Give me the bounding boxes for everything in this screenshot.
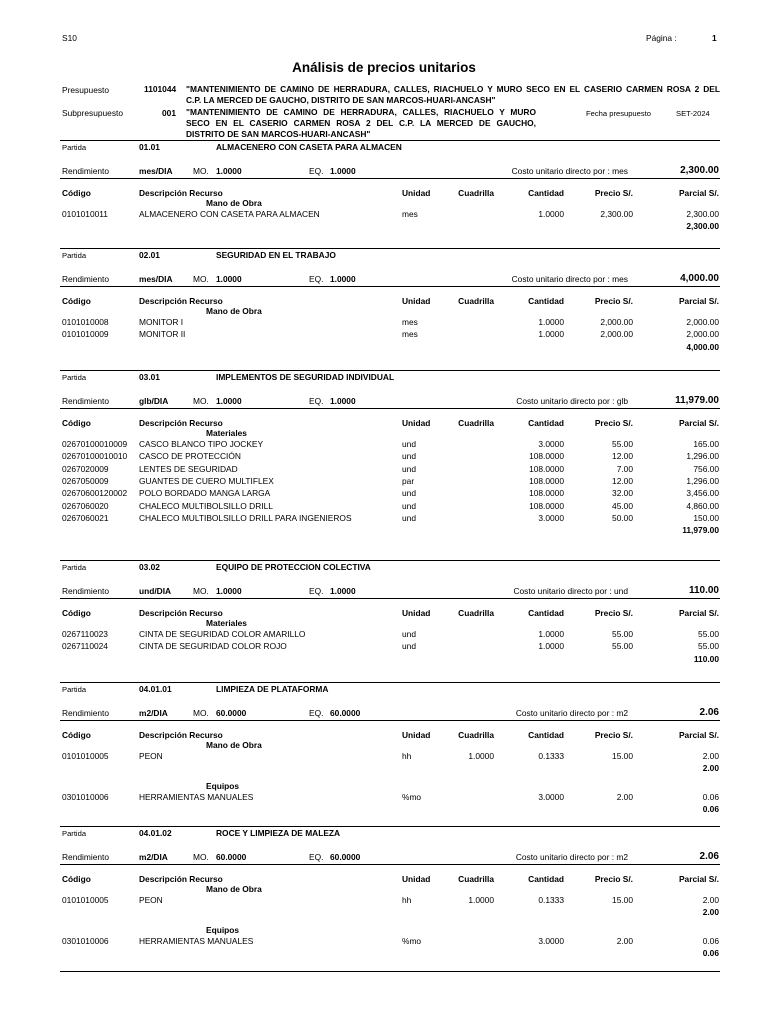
resource-cantidad: 1.0000: [538, 209, 564, 219]
mo-value: 1.0000: [216, 586, 242, 596]
subpresupuesto-label: Subpresupuesto: [62, 108, 123, 118]
resource-unit: hh: [402, 895, 412, 905]
col-codigo: Código: [62, 874, 91, 884]
resource-description: MONITOR I: [139, 317, 184, 327]
partida-label: Partida: [62, 563, 87, 572]
eq-label: EQ.: [309, 396, 324, 406]
resource-code: 0101010005: [62, 751, 109, 761]
mo-label: MO.: [193, 166, 209, 176]
costo-unitario-value: 2.06: [699, 707, 719, 718]
resource-cuadrilla: 1.0000: [468, 751, 494, 761]
resource-group-title: Mano de Obra: [206, 306, 262, 316]
resource-parcial: 55.00: [698, 641, 719, 652]
mo-label: MO.: [193, 708, 209, 718]
col-parcial: Parcial S/.: [678, 296, 719, 306]
partida-code: 03.02: [139, 562, 160, 572]
resource-cantidad: 3.0000: [538, 935, 564, 946]
col-parcial: Parcial S/.: [678, 188, 719, 198]
resource-precio: 32.00: [612, 488, 633, 499]
resource-cantidad: 108.0000: [529, 475, 564, 486]
mo-label: MO.: [193, 396, 209, 406]
resource-cantidad: 108.0000: [529, 488, 564, 499]
resource-unit: par: [402, 475, 415, 486]
section-top-rule: [60, 140, 720, 141]
mo-label: MO.: [193, 274, 209, 284]
resource-precio: 7.00: [616, 463, 633, 474]
col-cuadrilla: Cuadrilla: [458, 730, 494, 740]
partida-name: IMPLEMENTOS DE SEGURIDAD INDIVIDUAL: [216, 372, 395, 382]
subpresupuesto-line-2: SECO EN EL CASERIO CARMEN ROSA 2 DEL C.P. LA MERCED DE GAUCHO,: [186, 118, 536, 129]
rendimiento-label: Rendimiento: [62, 396, 110, 406]
resource-parcial: 2,000.00: [686, 329, 719, 340]
col-cantidad: Cantidad: [528, 874, 564, 884]
col-precio: Precio S/.: [594, 608, 633, 618]
col-descripcion: Descripción Recurso: [139, 874, 223, 884]
resource-code: 0267050009: [62, 475, 109, 486]
group-subtotal: 0.06: [702, 803, 719, 814]
col-parcial: Parcial S/.: [678, 874, 719, 884]
resource-parcial: 0.06: [702, 791, 719, 802]
page-title: Análisis de precios unitarios: [292, 60, 476, 75]
rendimiento-unit: m2/DIA: [139, 852, 168, 862]
resource-group-title: Materiales: [206, 428, 247, 438]
resource-parcial: 0.06: [702, 935, 719, 946]
resource-parcial: 2,000.00: [686, 317, 719, 327]
resource-description: CASCO BLANCO TIPO JOCKEY: [139, 439, 264, 449]
costo-unitario-label: Costo unitario directo por : und: [513, 586, 628, 596]
resource-precio: 55.00: [612, 641, 633, 652]
resource-unit: und: [402, 451, 416, 462]
resource-description: HERRAMIENTAS MANUALES: [139, 935, 254, 946]
resource-precio: 2.00: [616, 791, 633, 802]
rendimiento-rule: [60, 720, 720, 721]
resource-cantidad: 1.0000: [538, 317, 564, 327]
resource-precio: 55.00: [612, 439, 633, 449]
group-subtotal: 110.00: [693, 653, 719, 664]
col-descripcion: Descripción Recurso: [139, 730, 223, 740]
resource-unit: und: [402, 629, 416, 639]
partida-name: LIMPIEZA DE PLATAFORMA: [216, 684, 329, 694]
section-top-rule: [60, 826, 720, 827]
eq-value: 1.0000: [330, 396, 356, 406]
resource-cantidad: 0.1333: [538, 895, 564, 905]
eq-label: EQ.: [309, 852, 324, 862]
resource-precio: 2,000.00: [600, 317, 633, 327]
section-top-rule: [60, 248, 720, 249]
col-cuadrilla: Cuadrilla: [458, 874, 494, 884]
resource-cantidad: 1.0000: [538, 329, 564, 340]
rendimiento-unit: und/DIA: [139, 586, 172, 596]
resource-parcial: 1,296.00: [686, 451, 719, 462]
resource-code: 02670600120002: [62, 488, 128, 499]
costo-unitario-value: 2,300.00: [680, 165, 719, 176]
col-precio: Precio S/.: [594, 874, 633, 884]
col-unidad: Unidad: [402, 188, 431, 198]
resource-code: 0267110023: [62, 629, 108, 639]
col-cantidad: Cantidad: [528, 608, 564, 618]
presupuesto-line-2: C.P. LA MERCED DE GAUCHO, DISTRITO DE SAN MARCOS-HUARI-ANCASH": [186, 95, 496, 106]
resource-description: CHALECO MULTIBOLSILLO DRILL: [139, 500, 273, 511]
resource-precio: 15.00: [612, 895, 633, 905]
resource-group-title: Equipos: [206, 924, 240, 935]
col-cuadrilla: Cuadrilla: [458, 296, 494, 306]
eq-value: 60.0000: [330, 852, 361, 862]
resource-precio: 12.00: [612, 451, 633, 462]
costo-unitario-label: Costo unitario directo por : m2: [515, 852, 628, 862]
partida-code: 02.01: [139, 250, 160, 260]
page-label: Página :: [646, 33, 677, 43]
presupuesto-code: 1101044: [144, 84, 177, 94]
resource-description: CASCO DE PROTECCIÓN: [139, 451, 241, 462]
costo-unitario-value: 11,979.00: [675, 395, 719, 406]
resource-code: 0267060020: [62, 500, 109, 511]
resource-unit: %mo: [402, 791, 422, 802]
resource-code: 0267110024: [62, 641, 108, 652]
resource-description: HERRAMIENTAS MANUALES: [139, 791, 254, 802]
resource-cantidad: 108.0000: [529, 500, 564, 511]
rendimiento-unit: mes/DIA: [139, 274, 173, 284]
resource-unit: und: [402, 512, 416, 523]
resource-description: POLO BORDADO MANGA LARGA: [139, 488, 271, 499]
resource-precio: 2.00: [616, 935, 633, 946]
col-descripcion: Descripción Recurso: [139, 418, 223, 428]
resource-parcial: 756.00: [693, 463, 719, 474]
resource-precio: 2,300.00: [600, 209, 633, 219]
costo-unitario-value: 4,000.00: [680, 273, 719, 284]
eq-label: EQ.: [309, 166, 324, 176]
rendimiento-label: Rendimiento: [62, 708, 110, 718]
page-number: 1: [712, 33, 717, 43]
resource-unit: und: [402, 463, 416, 474]
resource-group-title: Mano de Obra: [206, 198, 262, 208]
section-top-rule: [60, 560, 720, 561]
col-cantidad: Cantidad: [528, 188, 564, 198]
mo-label: MO.: [193, 586, 209, 596]
resource-group-title: Mano de Obra: [206, 740, 262, 750]
resource-group-title: Equipos: [206, 780, 240, 791]
col-codigo: Código: [62, 608, 91, 618]
subpresupuesto-line-1: "MANTENIMIENTO DE CAMINO DE HERRADURA, CALLES, RIACHUELO Y MURO: [186, 107, 536, 117]
resource-parcial: 2.00: [702, 751, 719, 761]
resource-parcial: 55.00: [698, 629, 719, 639]
resource-unit: und: [402, 641, 416, 652]
col-unidad: Unidad: [402, 874, 431, 884]
resource-precio: 45.00: [612, 500, 633, 511]
resource-code: 02670100010010: [62, 451, 128, 462]
rendimiento-unit: mes/DIA: [139, 166, 173, 176]
eq-value: 1.0000: [330, 274, 356, 284]
col-unidad: Unidad: [402, 296, 431, 306]
presupuesto-label: Presupuesto: [62, 85, 110, 95]
group-subtotal: 2.00: [702, 763, 719, 774]
resource-cantidad: 3.0000: [538, 512, 564, 523]
resource-cantidad: 0.1333: [538, 751, 564, 761]
resource-unit: %mo: [402, 935, 422, 946]
partida-label: Partida: [62, 251, 87, 260]
resource-description: PEON: [139, 895, 163, 905]
resource-code: 0101010009: [62, 329, 109, 340]
resource-cantidad: 3.0000: [538, 791, 564, 802]
rendimiento-rule: [60, 864, 720, 865]
resource-parcial: 4,860.00: [686, 500, 719, 511]
col-parcial: Parcial S/.: [678, 418, 719, 428]
resource-precio: 2,000.00: [600, 329, 633, 340]
resource-description: MONITOR II: [139, 329, 186, 340]
resource-description: GUANTES DE CUERO MULTIFLEX: [139, 475, 274, 486]
col-parcial: Parcial S/.: [678, 608, 719, 618]
resource-unit: mes: [402, 329, 418, 340]
eq-value: 60.0000: [330, 708, 361, 718]
resource-parcial: 2,300.00: [686, 209, 719, 219]
mo-value: 1.0000: [216, 274, 242, 284]
group-subtotal: 11,979.00: [682, 525, 719, 536]
fecha-label: Fecha presupuesto: [586, 109, 652, 118]
costo-unitario-value: 2.06: [699, 851, 719, 862]
eq-value: 1.0000: [330, 166, 356, 176]
costo-unitario-label: Costo unitario directo por : mes: [511, 274, 628, 284]
resource-cuadrilla: 1.0000: [468, 895, 494, 905]
resource-precio: 55.00: [612, 629, 633, 639]
col-codigo: Código: [62, 188, 91, 198]
col-codigo: Código: [62, 296, 91, 306]
resource-unit: mes: [402, 317, 418, 327]
partida-name: EQUIPO DE PROTECCION COLECTIVA: [216, 562, 371, 572]
resource-group-title: Materiales: [206, 618, 247, 628]
costo-unitario-label: Costo unitario directo por : m2: [515, 708, 628, 718]
rendimiento-rule: [60, 408, 720, 409]
eq-label: EQ.: [309, 274, 324, 284]
col-descripcion: Descripción Recurso: [139, 608, 223, 618]
mo-label: MO.: [193, 852, 209, 862]
col-unidad: Unidad: [402, 418, 431, 428]
eq-label: EQ.: [309, 708, 324, 718]
fecha-value: SET-2024: [676, 109, 710, 118]
rendimiento-unit: m2/DIA: [139, 708, 168, 718]
resource-code: 0267020009: [62, 463, 109, 474]
col-precio: Precio S/.: [594, 296, 633, 306]
resource-cantidad: 1.0000: [538, 641, 564, 652]
col-cuadrilla: Cuadrilla: [458, 418, 494, 428]
resource-description: ALMACENERO CON CASETA PARA ALMACEN: [139, 209, 320, 219]
subpresupuesto-code: 001: [162, 108, 176, 118]
col-parcial: Parcial S/.: [678, 730, 719, 740]
col-cantidad: Cantidad: [528, 418, 564, 428]
partida-label: Partida: [62, 143, 87, 152]
resource-unit: und: [402, 439, 416, 449]
section-top-rule: [60, 682, 720, 683]
col-codigo: Código: [62, 418, 91, 428]
mo-value: 1.0000: [216, 166, 242, 176]
partida-name: ROCE Y LIMPIEZA DE MALEZA: [216, 828, 341, 838]
col-descripcion: Descripción Recurso: [139, 296, 223, 306]
subpresupuesto-line-3: DISTRITO DE SAN MARCOS-HUARI-ANCASH": [186, 129, 371, 140]
resource-description: CINTA DE SEGURIDAD COLOR ROJO: [139, 641, 287, 652]
group-subtotal: 4,000.00: [686, 341, 719, 352]
resource-parcial: 1,296.00: [686, 475, 719, 486]
col-cuadrilla: Cuadrilla: [458, 188, 494, 198]
resource-code: 0301010006: [62, 935, 109, 946]
resource-unit: hh: [402, 751, 412, 761]
resource-description: PEON: [139, 751, 163, 761]
rendimiento-rule: [60, 178, 720, 179]
mo-value: 60.0000: [216, 852, 247, 862]
resource-cantidad: 1.0000: [538, 629, 564, 639]
rendimiento-label: Rendimiento: [62, 586, 110, 596]
resource-code: 0101010008: [62, 317, 109, 327]
presupuesto-description: [186, 84, 720, 106]
resource-cantidad: 108.0000: [529, 463, 564, 474]
group-subtotal: 0.06: [702, 947, 719, 958]
resource-code: 0301010006: [62, 791, 109, 802]
resource-precio: 12.00: [612, 475, 633, 486]
resource-code: 02670100010009: [62, 439, 128, 449]
resource-code: 0101010011: [62, 209, 108, 219]
system-label: S10: [62, 33, 77, 43]
resource-code: 0267060021: [62, 512, 109, 523]
resource-group-title: Mano de Obra: [206, 884, 262, 894]
partida-code: 01.01: [139, 142, 160, 152]
section-top-rule: [60, 370, 720, 371]
presupuesto-line-1: "MANTENIMIENTO DE CAMINO DE HERRADURA, CALLES, RIACHUELO Y MURO SECO EN EL CASERIO CARMEN ROSA 2 DEL: [186, 84, 720, 94]
partida-code: 03.01: [139, 372, 160, 382]
col-descripcion: Descripción Recurso: [139, 188, 223, 198]
resource-code: 0101010005: [62, 895, 109, 905]
col-precio: Precio S/.: [594, 188, 633, 198]
costo-unitario-label: Costo unitario directo por : glb: [516, 396, 628, 406]
partida-label: Partida: [62, 373, 87, 382]
rendimiento-label: Rendimiento: [62, 852, 110, 862]
rendimiento-unit: glb/DIA: [139, 396, 169, 406]
page-bottom-rule: [60, 971, 720, 972]
resource-precio: 15.00: [612, 751, 633, 761]
partida-label: Partida: [62, 685, 87, 694]
rendimiento-rule: [60, 286, 720, 287]
resource-unit: mes: [402, 209, 418, 219]
partida-name: ALMACENERO CON CASETA PARA ALMACEN: [216, 142, 402, 152]
group-subtotal: 2.00: [702, 907, 719, 918]
partida-code: 04.01.01: [139, 684, 172, 694]
subpresupuesto-description: [186, 107, 536, 141]
col-cuadrilla: Cuadrilla: [458, 608, 494, 618]
col-cantidad: Cantidad: [528, 296, 564, 306]
resource-parcial: 165.00: [693, 439, 719, 449]
col-cantidad: Cantidad: [528, 730, 564, 740]
col-unidad: Unidad: [402, 608, 431, 618]
col-precio: Precio S/.: [594, 418, 633, 428]
resource-unit: und: [402, 488, 416, 499]
col-unidad: Unidad: [402, 730, 431, 740]
costo-unitario-label: Costo unitario directo por : mes: [511, 166, 628, 176]
resource-precio: 50.00: [612, 512, 633, 523]
resource-parcial: 150.00: [693, 512, 719, 523]
rendimiento-label: Rendimiento: [62, 274, 110, 284]
partida-code: 04.01.02: [139, 828, 172, 838]
resource-parcial: 2.00: [702, 895, 719, 905]
mo-value: 1.0000: [216, 396, 242, 406]
partida-label: Partida: [62, 829, 87, 838]
mo-value: 60.0000: [216, 708, 247, 718]
group-subtotal: 2,300.00: [686, 221, 719, 232]
rendimiento-rule: [60, 598, 720, 599]
eq-label: EQ.: [309, 586, 324, 596]
rendimiento-label: Rendimiento: [62, 166, 110, 176]
resource-description: CHALECO MULTIBOLSILLO DRILL PARA INGENIEROS: [139, 512, 352, 523]
col-codigo: Código: [62, 730, 91, 740]
resource-cantidad: 108.0000: [529, 451, 564, 462]
partida-name: SEGURIDAD EN EL TRABAJO: [216, 250, 336, 260]
resource-parcial: 3,456.00: [686, 488, 719, 499]
resource-cantidad: 3.0000: [538, 439, 564, 449]
resource-description: LENTES DE SEGURIDAD: [139, 463, 238, 474]
resource-description: CINTA DE SEGURIDAD COLOR AMARILLO: [139, 629, 306, 639]
eq-value: 1.0000: [330, 586, 356, 596]
col-precio: Precio S/.: [594, 730, 633, 740]
costo-unitario-value: 110.00: [688, 585, 719, 596]
resource-unit: und: [402, 500, 416, 511]
